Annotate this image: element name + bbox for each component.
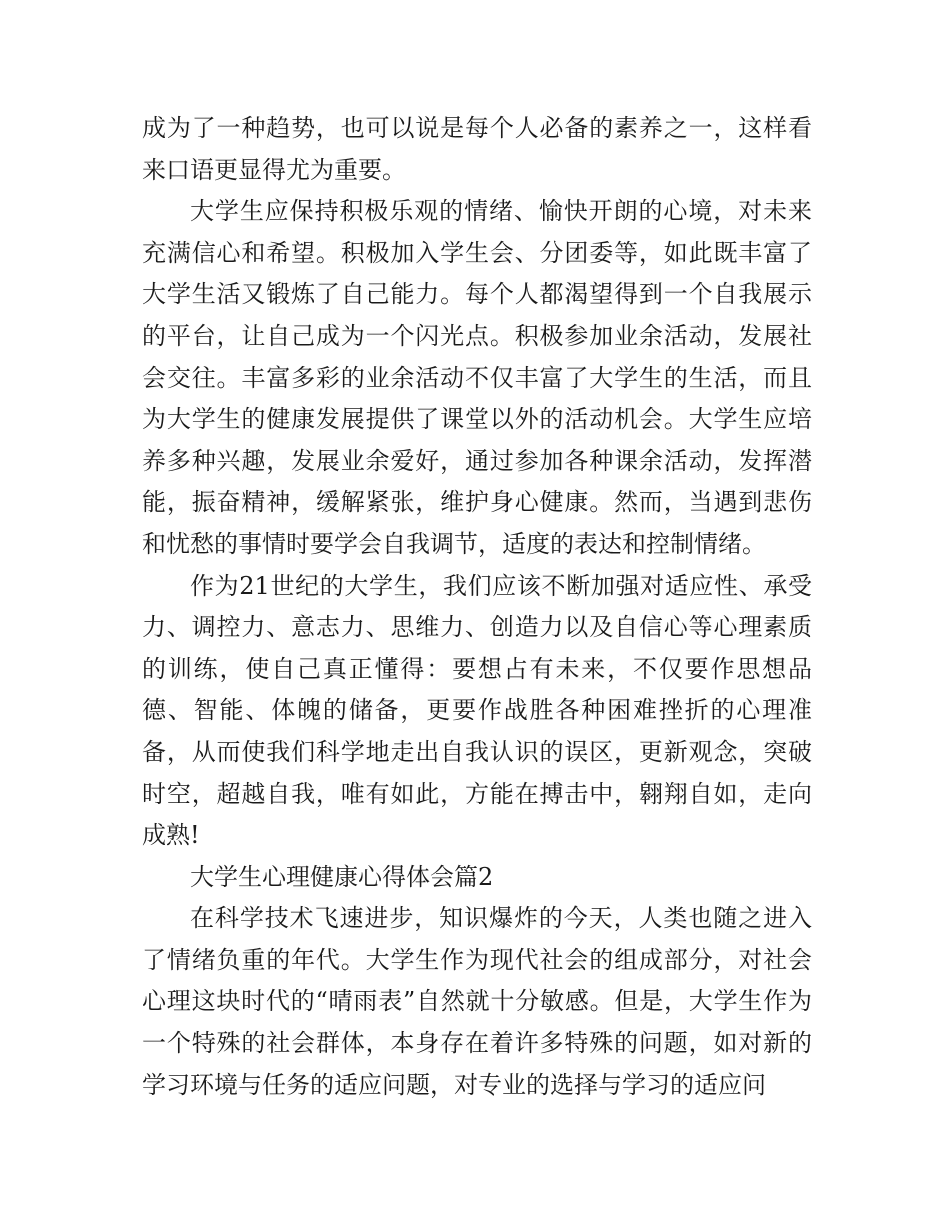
paragraph-2: 大学生应保持积极乐观的情绪、愉快开朗的心境，对未来充满信心和希望。积极加入学生会、分团委等，如此既丰富了大学生活又锻炼了自己能力。每个人都渴望得到一个自我展示的平台，让自己成为一个闪光点。积极参加业余活动，发展社会交往。丰富多彩的业余活动不仅丰富了大学生的生活，而且为大学生的健康发展提供了课堂以外的活动机会。大学生应培养多种兴趣，发展业余爱好，通过参加各种课余活动，发挥潜能，振奋精神，缓解紧张，维护身心健康。然而，当遇到悲伤和忧愁的事情时要学会自我调节，适度的表达和控制情绪。 [142, 197, 812, 558]
document-body [142, 108, 812, 1106]
paragraph-1: 成为了一种趋势，也可以说是每个人必备的素养之一，这样看来口语更显得尤为重要。 [142, 114, 812, 184]
section-heading: 大学生心理健康心得体会篇2 [190, 862, 494, 891]
paragraph-4: 在科学技术飞速进步，知识爆炸的今天，人类也随之进入了情绪负重的年代。大学生作为现代社会的组成部分，对社会心理这块时代的“晴雨表”自然就十分敏感。但是，大学生作为一个特殊的社会群体，本身存在着许多特殊的问题，如对新的学习环境与任务的适应问题，对专业的选择与学习的适应问 [142, 904, 812, 1099]
paragraph-3: 作为21世纪的大学生，我们应该不断加强对适应性、承受力、调控力、意志力、思维力、创造力以及自信心等心理素质的训练，使自己真正懂得：要想占有未来，不仅要作思想品德、智能、体魄的储备，更要作战胜各种困难挫折的心理准备，从而使我们科学地走出自我认识的误区，更新观念，突破时空，超越自我，唯有如此，方能在搏击中，翱翔自如，走向成熟! [142, 571, 812, 850]
